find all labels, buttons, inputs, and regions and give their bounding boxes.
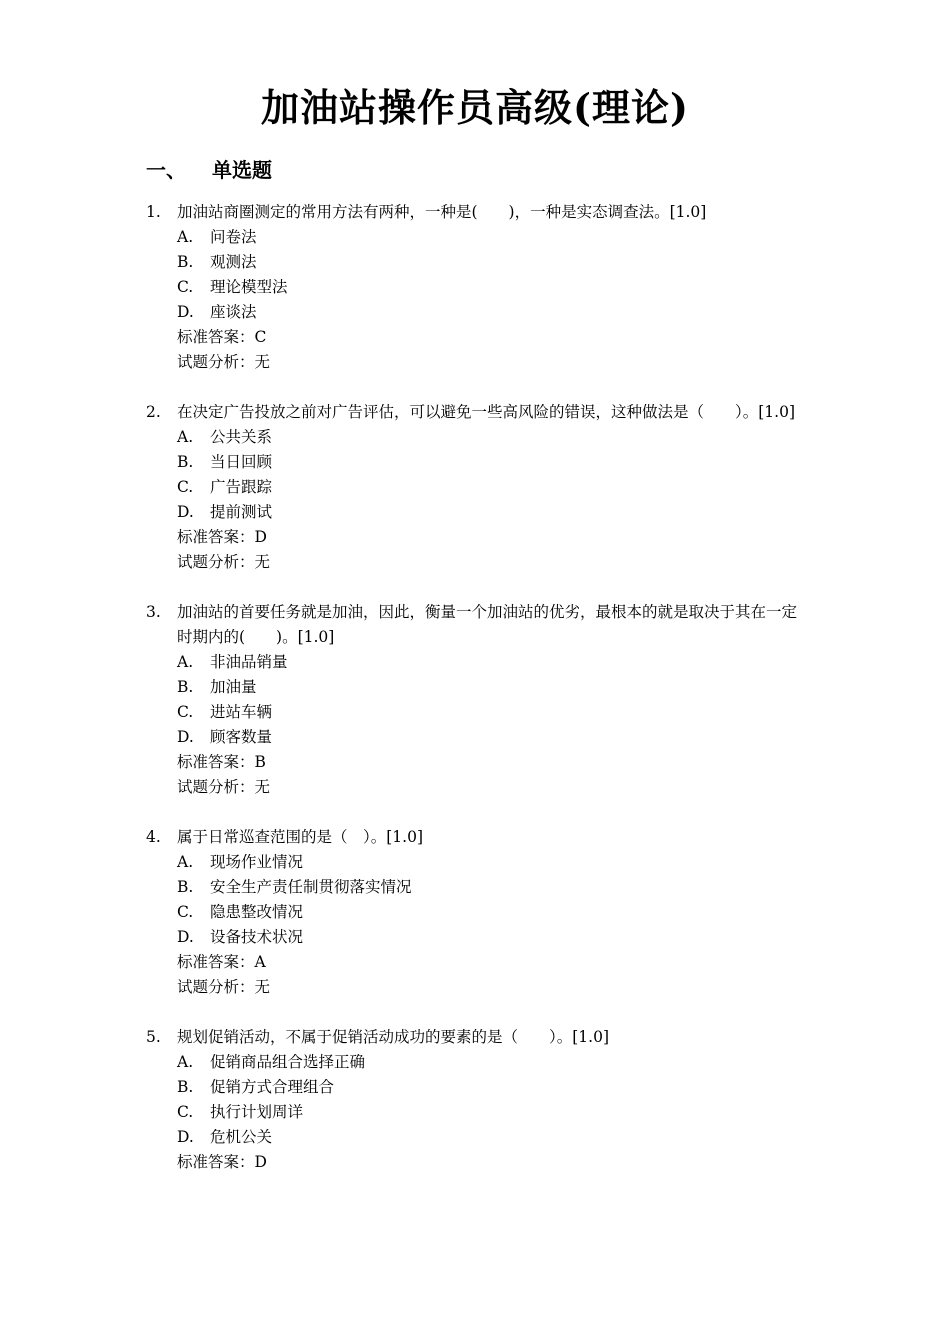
option-letter: C. [177, 478, 194, 496]
question-analysis: 试题分析：无 [177, 553, 271, 571]
option-letter: A. [177, 428, 194, 446]
option-text: 提前测试 [210, 503, 273, 521]
option-letter: C. [177, 1103, 194, 1121]
question-stem [146, 600, 806, 650]
option-text: 设备技术状况 [210, 928, 304, 946]
option-text: 当日回顾 [210, 453, 273, 471]
question-2 [146, 400, 806, 575]
option-c [146, 1100, 806, 1125]
option-text: 加油量 [210, 678, 257, 696]
question-number: 2. [146, 403, 161, 421]
option-letter: B. [177, 878, 194, 896]
section-number: 一、 [146, 158, 186, 182]
option-d [146, 1125, 806, 1150]
option-letter: A. [177, 653, 194, 671]
option-b [146, 875, 806, 900]
option-text: 执行计划周详 [210, 1103, 304, 1121]
option-letter: D. [177, 928, 194, 946]
question-text: 加油站的首要任务就是加油，因此，衡量一个加油站的优劣，最根本的就是取决于其在一定时期内的( )。[1.0] [177, 603, 798, 646]
question-stem [146, 825, 806, 850]
option-letter: B. [177, 1078, 194, 1096]
standard-answer: 标准答案：B [177, 753, 266, 771]
question-list [146, 200, 806, 1200]
standard-answer: 标准答案：A [177, 953, 266, 971]
option-a [146, 225, 806, 250]
option-text: 危机公关 [210, 1128, 273, 1146]
question-number: 3. [146, 603, 161, 621]
question-number: 1. [146, 203, 161, 221]
question-analysis: 试题分析：无 [177, 353, 271, 371]
section-title: 单选题 [212, 158, 272, 182]
standard-answer: 标准答案：D [177, 1153, 267, 1171]
section-heading [146, 155, 272, 185]
option-text: 顾客数量 [210, 728, 273, 746]
option-a [146, 850, 806, 875]
option-text: 公共关系 [210, 428, 273, 446]
option-text: 非油品销量 [210, 653, 288, 671]
question-3 [146, 600, 806, 800]
option-letter: C. [177, 903, 194, 921]
option-text: 进站车辆 [210, 703, 273, 721]
option-c [146, 900, 806, 925]
question-text: 属于日常巡查范围的是（ ）。[1.0] [177, 828, 423, 846]
option-text: 广告跟踪 [210, 478, 273, 496]
option-text: 问卷法 [210, 228, 257, 246]
question-text: 在决定广告投放之前对广告评估，可以避免一些高风险的错误，这种做法是（ ）。[1.0] [177, 403, 795, 421]
option-text: 促销商品组合选择正确 [210, 1053, 366, 1071]
option-d [146, 300, 806, 325]
option-letter: A. [177, 1053, 194, 1071]
question-number: 4. [146, 828, 161, 846]
document-title: 加油站操作员高级(理论) [261, 85, 689, 130]
option-letter: D. [177, 503, 194, 521]
question-stem [146, 400, 806, 425]
question-analysis: 试题分析：无 [177, 778, 271, 796]
option-text: 促销方式合理组合 [210, 1078, 335, 1096]
option-letter: A. [177, 853, 194, 871]
option-letter: B. [177, 678, 194, 696]
option-c [146, 475, 806, 500]
option-letter: D. [177, 1128, 194, 1146]
question-4 [146, 825, 806, 1000]
option-text: 观测法 [210, 253, 257, 271]
question-1 [146, 200, 806, 375]
option-d [146, 500, 806, 525]
question-5 [146, 1025, 806, 1175]
option-letter: C. [177, 278, 194, 296]
option-a [146, 650, 806, 675]
option-d [146, 925, 806, 950]
standard-answer: 标准答案：C [177, 328, 267, 346]
option-letter: C. [177, 703, 194, 721]
question-analysis: 试题分析：无 [177, 978, 271, 996]
option-text: 理论模型法 [210, 278, 288, 296]
question-text: 规划促销活动，不属于促销活动成功的要素的是（ ）。[1.0] [177, 1028, 609, 1046]
option-a [146, 1050, 806, 1075]
option-text: 安全生产责任制贯彻落实情况 [210, 878, 412, 896]
standard-answer: 标准答案：D [177, 528, 267, 546]
option-a [146, 425, 806, 450]
option-letter: B. [177, 253, 194, 271]
option-b [146, 450, 806, 475]
option-text: 现场作业情况 [210, 853, 304, 871]
option-letter: B. [177, 453, 194, 471]
question-number: 5. [146, 1028, 161, 1046]
option-d [146, 725, 806, 750]
option-letter: D. [177, 303, 194, 321]
option-text: 隐患整改情况 [210, 903, 304, 921]
option-text: 座谈法 [210, 303, 257, 321]
option-b [146, 1075, 806, 1100]
question-stem [146, 200, 806, 225]
option-c [146, 700, 806, 725]
question-text: 加油站商圈测定的常用方法有两种，一种是( )，一种是实态调查法。[1.0] [177, 203, 707, 221]
option-b [146, 250, 806, 275]
question-stem [146, 1025, 806, 1050]
option-b [146, 675, 806, 700]
option-c [146, 275, 806, 300]
option-letter: A. [177, 228, 194, 246]
option-letter: D. [177, 728, 194, 746]
